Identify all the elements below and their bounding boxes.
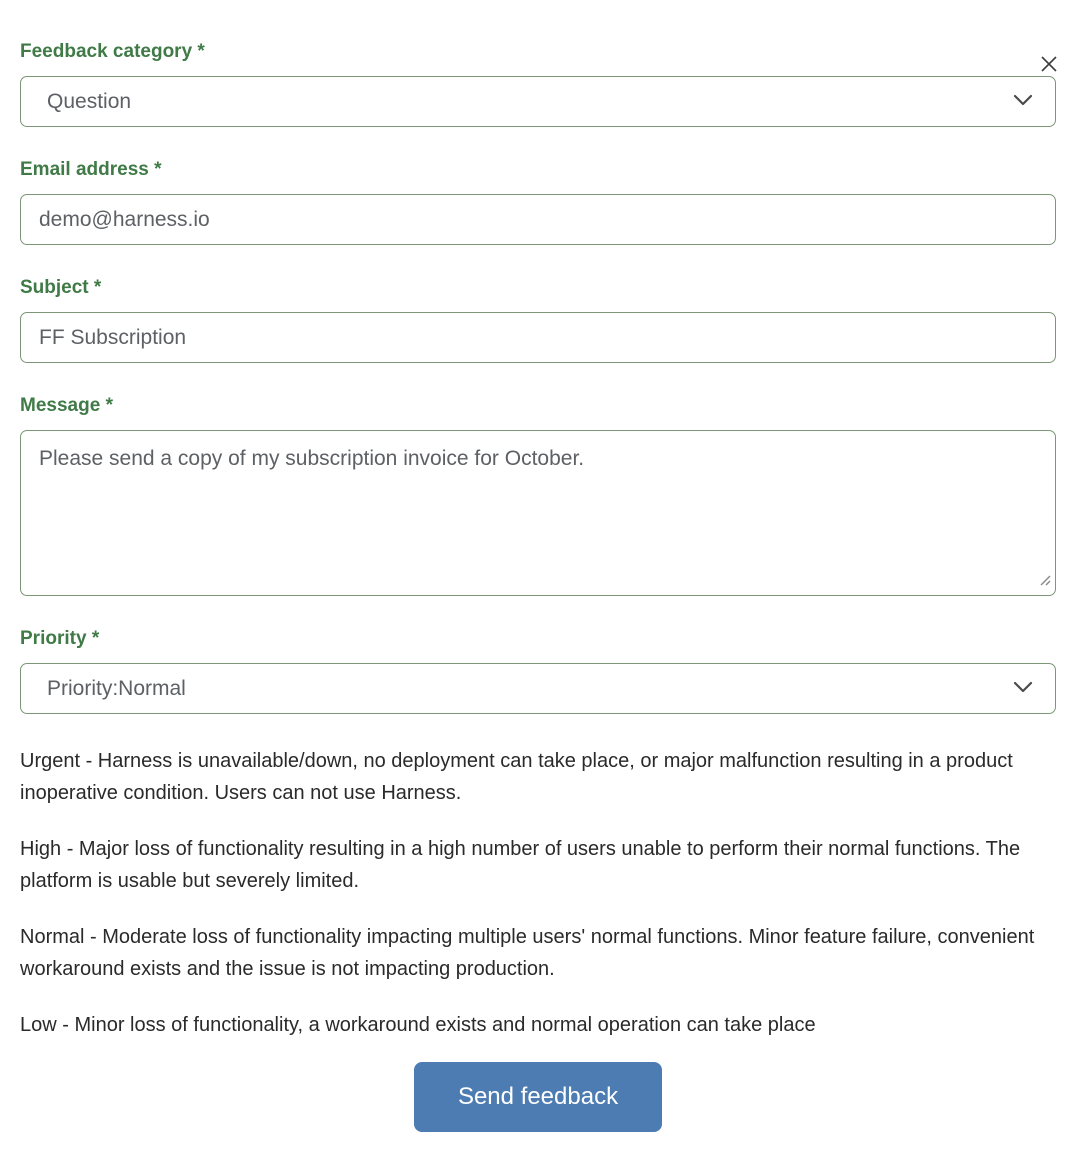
- priority-label-text: Priority: [20, 628, 87, 649]
- priority-description-low: Low - Minor loss of functionality, a workaround exists and normal operation can take place: [20, 1014, 816, 1036]
- message-field[interactable]: [21, 431, 1055, 595]
- required-asterisk: *: [91, 628, 100, 649]
- subject-label-text: Subject: [20, 277, 89, 298]
- close-icon: [1040, 55, 1058, 73]
- send-feedback-button[interactable]: Send feedback: [414, 1062, 662, 1132]
- required-asterisk: *: [154, 159, 162, 180]
- required-asterisk: *: [105, 395, 113, 416]
- feedback-form: [0, 41, 1076, 1132]
- feedback-category-label-text: Feedback category: [20, 41, 193, 62]
- message-label-text: Message: [20, 395, 101, 416]
- email-label: [20, 159, 1056, 181]
- priority-descriptions: [20, 745, 1056, 1041]
- email-label-text: Email address: [20, 159, 149, 180]
- close-button[interactable]: [1036, 51, 1062, 77]
- priority-label: [20, 628, 1056, 650]
- chevron-down-icon: [1013, 93, 1033, 111]
- priority-description-normal: Normal - Moderate loss of functionality impacting multiple users' normal functions. Minor feature failure, convenient workaround exists and the issue is not impacting production.: [20, 926, 1035, 980]
- message-field-container: [20, 430, 1056, 596]
- feedback-category-label: [20, 41, 1056, 63]
- subject-field[interactable]: [20, 312, 1056, 363]
- chevron-down-icon: [1013, 680, 1033, 698]
- required-asterisk: *: [197, 41, 205, 62]
- message-label: [20, 395, 1056, 417]
- required-asterisk: *: [93, 277, 102, 298]
- feedback-category-value: Question: [47, 89, 132, 113]
- priority-description-urgent: Urgent - Harness is unavailable/down, no deployment can take place, or major malfunction resulting in a product inoperative condition. Users can not use Harness.: [20, 750, 1013, 804]
- feedback-category-select[interactable]: [20, 76, 1056, 127]
- subject-label: [20, 277, 1056, 299]
- priority-value: Priority:Normal: [47, 676, 186, 700]
- priority-description-high: High - Major loss of functionality resulting in a high number of users unable to perform their normal functions. The platform is usable but severely limited.: [20, 838, 1021, 892]
- priority-select[interactable]: [20, 663, 1056, 714]
- email-field[interactable]: [20, 194, 1056, 245]
